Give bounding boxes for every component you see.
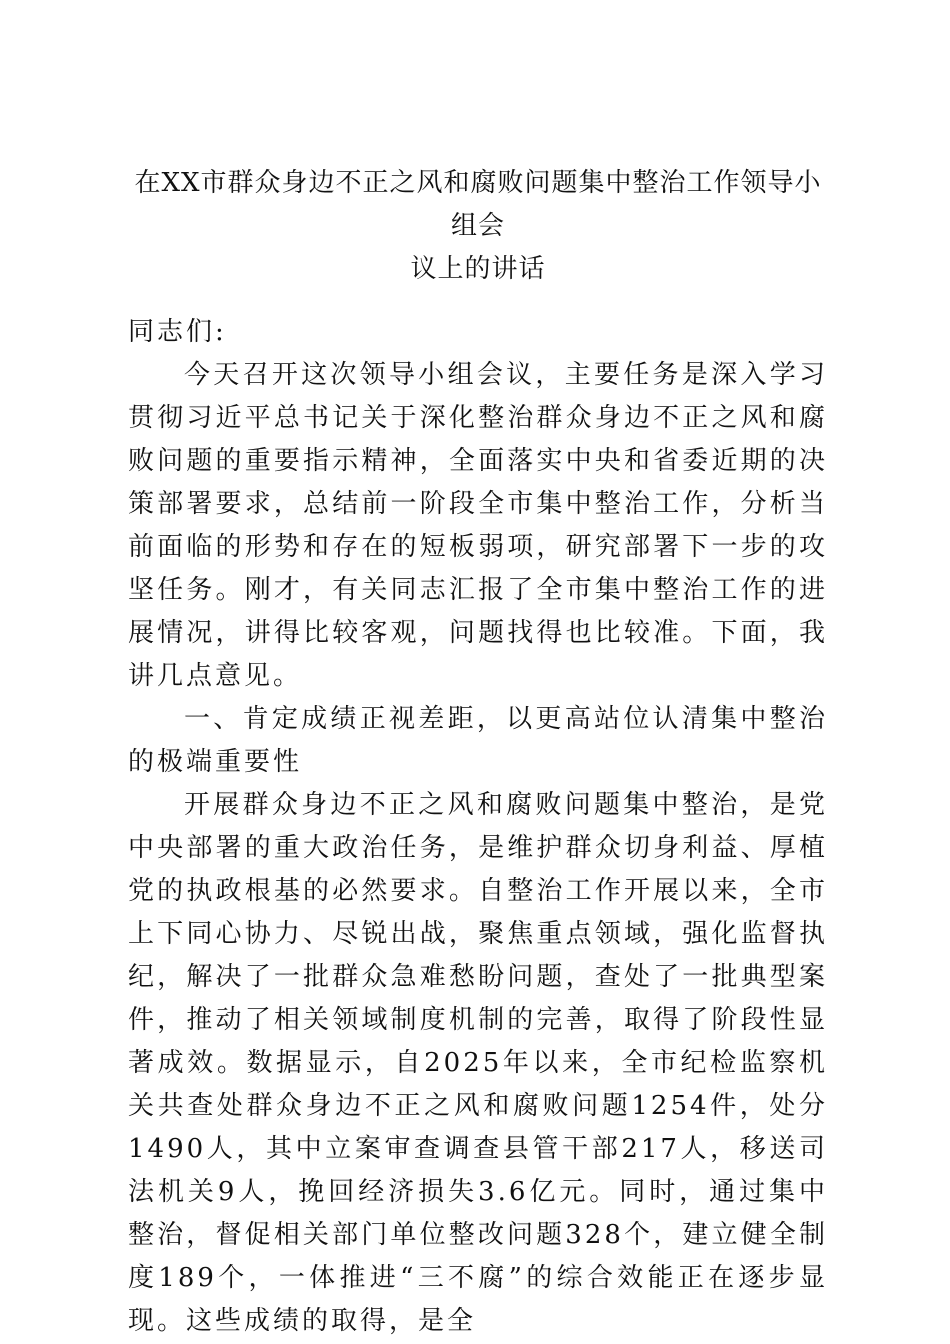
salutation: 同志们: (128, 317, 227, 347)
section-heading-1: 一、肯定成绩正视差距，以更高站位认清集中整治的极端重要性 (128, 704, 828, 777)
title-line-1: 在XX市群众身边不正之风和腐败问题集中整治工作领导小组会 (134, 168, 822, 241)
paragraph-achievements: 开展群众身边不正之风和腐败问题集中整治，是党中央部署的重大政治任务，是维护群众切身利益、厚植党的执政根基的必然要求。自整治工作开展以来，全市上下同心协力、尽锐出战，聚焦重点领域，强化监督执纪，解决了一批群众急难愁盼问题，查处了一批典型案件，推动了相关领域制度机制的完善，取得了阶段性显著成效。数据显示，自2025年以来，全市纪检监察机关共查处群众身边不正之风和腐败问题1254件，处分1490人，其中立案审查调查县管干部217人，移送司法机关9人，挽回经济损失3.6亿元。同时，通过集中整治，督促相关部门单位整改问题328个，建立健全制度189个，一体推进“三不腐”的综合效能正在逐步显现。这些成绩的取得，是全 (128, 790, 828, 1336)
document-title (128, 162, 828, 291)
paragraph-intro: 今天召开这次领导小组会议，主要任务是深入学习贯彻习近平总书记关于深化整治群众身边不正之风和腐败问题的重要指示精神，全面落实中央和省委近期的决策部署要求，总结前一阶段全市集中整治工作，分析当前面临的形势和存在的短板弱项，研究部署下一步的攻坚任务。刚才，有关同志汇报了全市集中整治工作的进展情况，讲得比较客观，问题找得也比较准。下面，我讲几点意见。 (128, 360, 828, 691)
document-body (128, 162, 828, 1343)
title-line-2: 议上的讲话 (410, 254, 546, 284)
